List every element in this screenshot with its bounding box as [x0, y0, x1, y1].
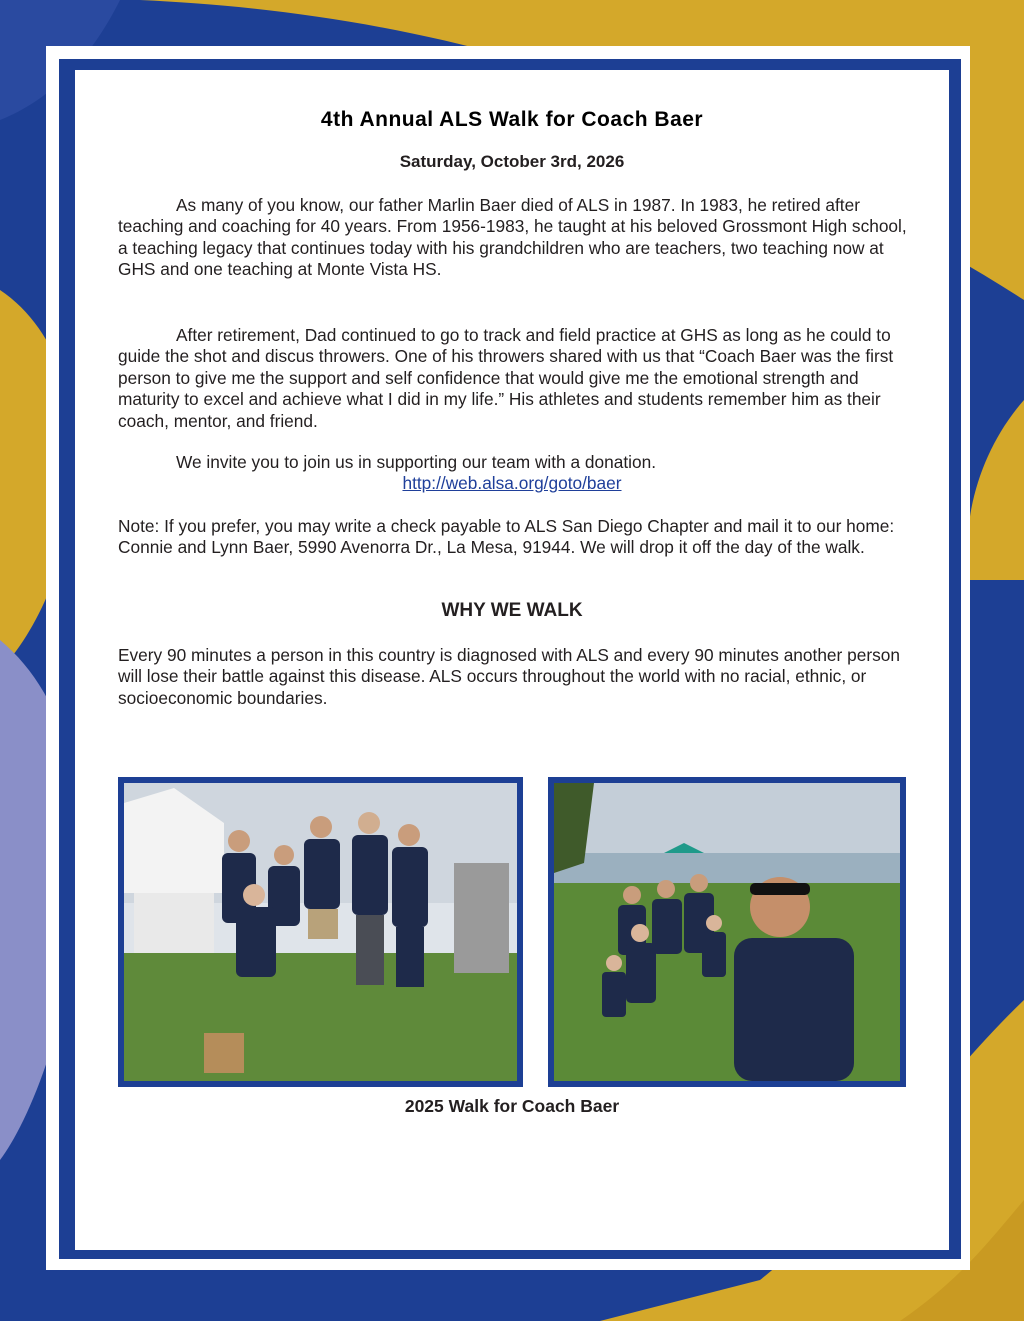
paragraph-retirement: After retirement, Dad continued to go to track and field practice at GHS as long as he could to guide the shot and discus throwers. One of his throwers shared with us that “Coach Baer was the first person to give me the support and self confidence that would give me the emotional strength and maturity to excel and achieve what I did in my life.” His athletes and students remember him as their coach, mentor, and friend.	[118, 325, 894, 431]
event-date: Saturday, October 3rd, 2026	[399, 152, 625, 171]
why-we-walk-heading: WHY WE WALK	[441, 600, 583, 621]
paragraph-invite: We invite you to join us in supporting our team with a donation.	[176, 452, 656, 472]
group-photo-1	[118, 777, 523, 1087]
group-photo-2	[548, 777, 906, 1087]
flyer-title: 4th Annual ALS Walk for Coach Baer	[320, 108, 704, 131]
donation-link-row	[75, 473, 949, 494]
paragraph-note: Note: If you prefer, you may write a check payable to ALS San Diego Chapter and mail it to our home: Connie and Lynn Baer, 5990 Avenorra Dr., La Mesa, 91944. We will drop it off the day of the walk.	[118, 516, 895, 558]
photo-caption: 2025 Walk for Coach Baer	[404, 1096, 620, 1116]
donation-link[interactable]: http://web.alsa.org/goto/baer	[402, 473, 622, 493]
flyer-content	[75, 70, 949, 1250]
paragraph-history: As many of you know, our father Marlin Baer died of ALS in 1987. In 1983, he retired after teaching and coaching for 40 years. From 1956-1983, he taught at his beloved Grossmont High school, a teaching legacy that continues today with his grandchildren who are teachers, two teaching now at GHS and one teaching at Monte Vista HS.	[118, 195, 907, 280]
paragraph-why: Every 90 minutes a person in this country is diagnosed with ALS and every 90 minutes another person will lose their battle against this disease. ALS occurs throughout the world with no racial, ethnic, or socioeconomic boundaries.	[118, 645, 900, 708]
